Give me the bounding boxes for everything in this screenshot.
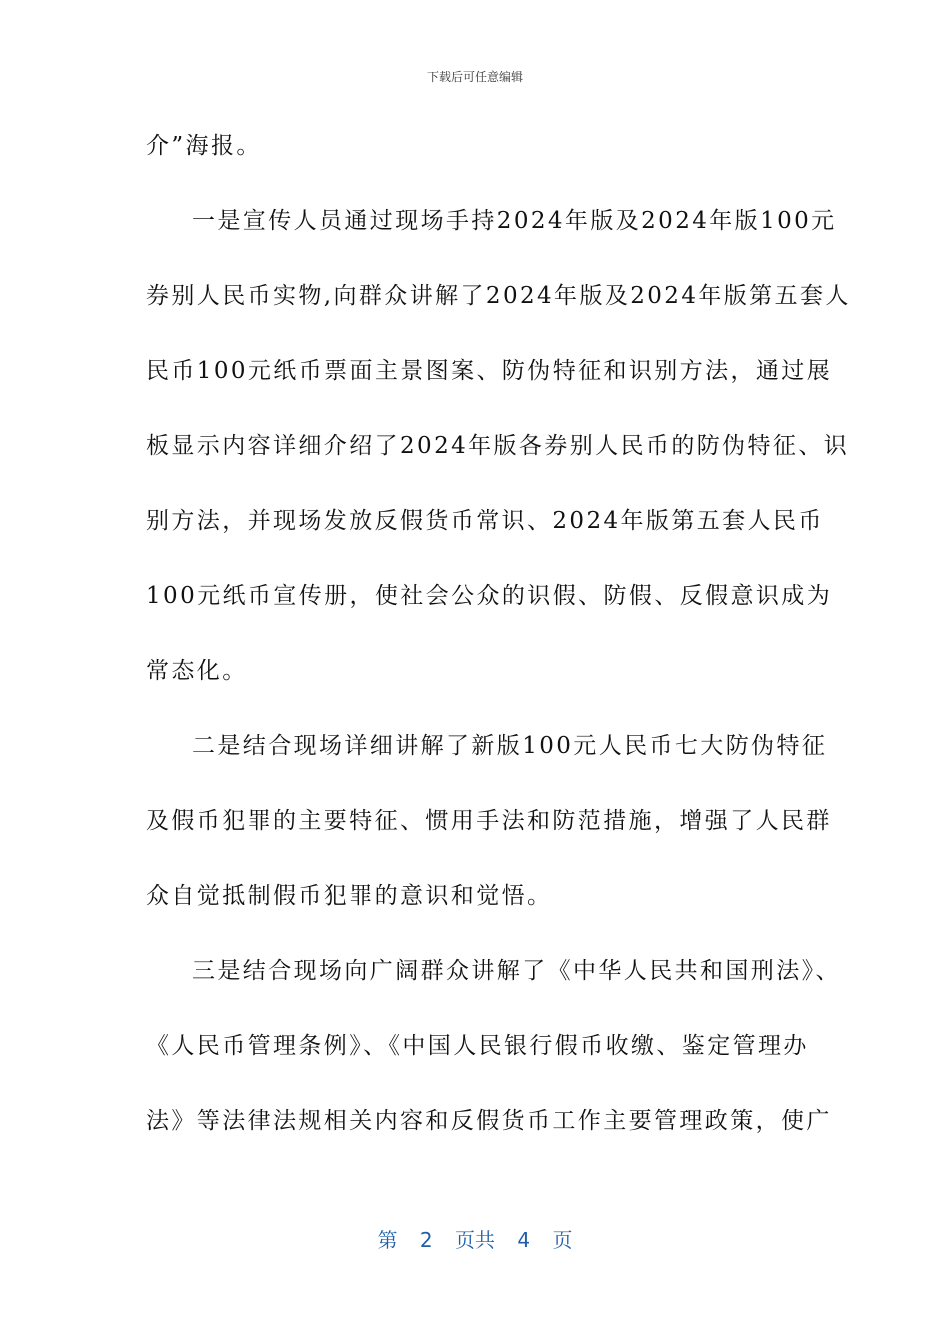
text-line: 100元纸币宣传册，使社会公众的识假、防假、反假意识成为	[146, 583, 833, 609]
page-number-footer	[0, 1224, 950, 1253]
document-body	[146, 126, 851, 1176]
text-line: 及假币犯罪的主要特征、惯用手法和防范措施，增强了人民群	[146, 808, 832, 834]
text-line: 法》等法律法规相关内容和反假货币工作主要管理政策，使广	[146, 1108, 832, 1134]
paragraph-start-line: 一是宣传人员通过现场手持2024年版及2024年版100元	[192, 208, 837, 234]
paragraph-start-line: 三是结合现场向广阔群众讲解了《中华人民共和国刑法》、	[192, 958, 841, 984]
text-line: 民币100元纸币票面主景图案、防伪特征和识别方法，通过展	[146, 358, 833, 384]
total-pages-number: 4	[517, 1228, 531, 1252]
footer-suffix: 页	[552, 1228, 573, 1252]
page-header-note: 下载后可任意编辑	[426, 70, 523, 84]
footer-middle: 页共	[455, 1228, 495, 1252]
text-line: 券别人民币实物,向群众讲解了2024年版及2024年版第五套人	[146, 283, 851, 309]
text-line: 众自觉抵制假币犯罪的意识和觉悟。	[146, 883, 553, 909]
text-line: 板显示内容详细介绍了2024年版各券别人民币的防伪特征、识	[146, 433, 850, 459]
paragraph-start-line: 二是结合现场详细讲解了新版100元人民币七大防伪特征	[192, 733, 828, 759]
text-line: 介”海报。	[146, 133, 262, 159]
text-line: 常态化。	[146, 658, 248, 684]
footer-prefix: 第	[377, 1228, 398, 1252]
text-line: 别方法，并现场发放反假货币常识、2024年版第五套人民币	[146, 508, 824, 534]
text-line: 《人民币管理条例》、《中国人民银行假币收缴、鉴定管理办	[146, 1033, 809, 1059]
current-page-number: 2	[419, 1228, 433, 1252]
